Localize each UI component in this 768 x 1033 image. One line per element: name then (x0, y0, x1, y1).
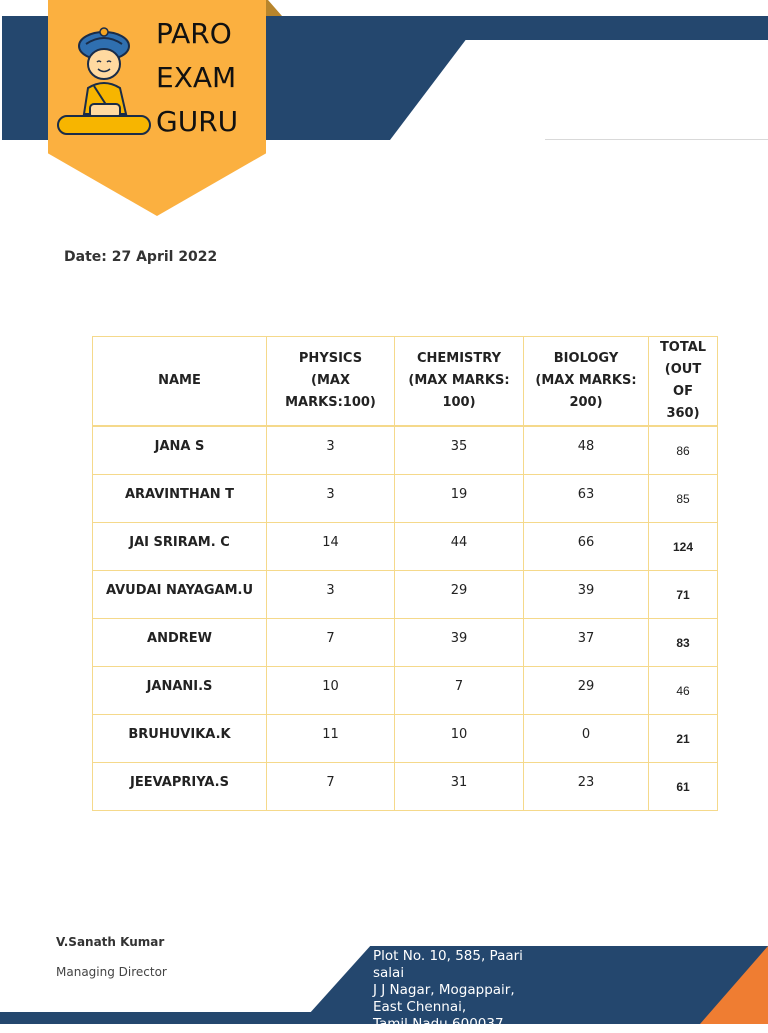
table-header-row (93, 337, 718, 427)
cell-biology: 37 (524, 619, 649, 667)
cell-total: 86 (649, 426, 718, 475)
cell-chemistry: 7 (395, 667, 524, 715)
cell-name: ANDREW (93, 619, 267, 667)
cell-name: ARAVINTHAN T (93, 475, 267, 523)
cell-name: JANA S (93, 426, 267, 475)
guru-mascot-icon (54, 22, 154, 140)
cell-physics: 7 (267, 763, 395, 811)
brand-line-1: PARO (156, 17, 232, 50)
header-biology: BIOLOGY (MAX MARKS: 200) (524, 337, 649, 427)
cell-chemistry: 19 (395, 475, 524, 523)
cell-physics: 3 (267, 475, 395, 523)
table-row (93, 426, 718, 475)
address-line: East Chennai, (373, 999, 467, 1015)
table-row (93, 715, 718, 763)
cell-biology: 39 (524, 571, 649, 619)
cell-total: 21 (649, 715, 718, 763)
header-name: NAME (93, 337, 267, 427)
table-row (93, 571, 718, 619)
cell-name: AVUDAI NAYAGAM.U (93, 571, 267, 619)
cell-chemistry: 39 (395, 619, 524, 667)
cell-physics: 7 (267, 619, 395, 667)
cell-total: 46 (649, 667, 718, 715)
marks-table (92, 336, 718, 811)
table-row (93, 667, 718, 715)
header-chemistry: CHEMISTRY (MAX MARKS: 100) (395, 337, 524, 427)
cell-chemistry: 44 (395, 523, 524, 571)
cell-total: 124 (649, 523, 718, 571)
signatory-title: Managing Director (56, 965, 167, 979)
table-row (93, 619, 718, 667)
address-line: Plot No. 10, 585, Paari (373, 948, 523, 964)
cell-physics: 14 (267, 523, 395, 571)
cell-physics: 10 (267, 667, 395, 715)
cell-name: JEEVAPRIYA.S (93, 763, 267, 811)
cell-total: 85 (649, 475, 718, 523)
cell-biology: 29 (524, 667, 649, 715)
cell-name: BRUHUVIKA.K (93, 715, 267, 763)
cell-name: JANANI.S (93, 667, 267, 715)
cell-chemistry: 10 (395, 715, 524, 763)
cell-total: 83 (649, 619, 718, 667)
cell-biology: 23 (524, 763, 649, 811)
cell-biology: 0 (524, 715, 649, 763)
brand-line-3: GURU (156, 105, 239, 138)
header-total: TOTAL (OUT OF 360) (649, 337, 718, 427)
brand-line-2: EXAM (156, 61, 237, 94)
table-row (93, 475, 718, 523)
table-row (93, 523, 718, 571)
cell-name: JAI SRIRAM. C (93, 523, 267, 571)
cell-physics: 3 (267, 426, 395, 475)
cell-total: 61 (649, 763, 718, 811)
cell-physics: 3 (267, 571, 395, 619)
cell-chemistry: 31 (395, 763, 524, 811)
address-line: Tamil Nadu 600037 (373, 1016, 504, 1032)
brand-name (156, 12, 238, 144)
office-address (373, 948, 553, 1033)
cell-physics: 11 (267, 715, 395, 763)
cell-biology: 66 (524, 523, 649, 571)
document-date: Date: 27 April 2022 (64, 249, 218, 265)
cell-chemistry: 29 (395, 571, 524, 619)
cell-total: 71 (649, 571, 718, 619)
header-divider (545, 139, 768, 140)
header-physics: PHYSICS (MAX MARKS:100) (267, 337, 395, 427)
signatory-name: V.Sanath Kumar (56, 935, 165, 949)
address-line: J J Nagar, Mogappair, (373, 982, 515, 998)
cell-biology: 48 (524, 426, 649, 475)
cell-chemistry: 35 (395, 426, 524, 475)
cell-biology: 63 (524, 475, 649, 523)
table-row (93, 763, 718, 811)
address-line: salai (373, 965, 405, 981)
